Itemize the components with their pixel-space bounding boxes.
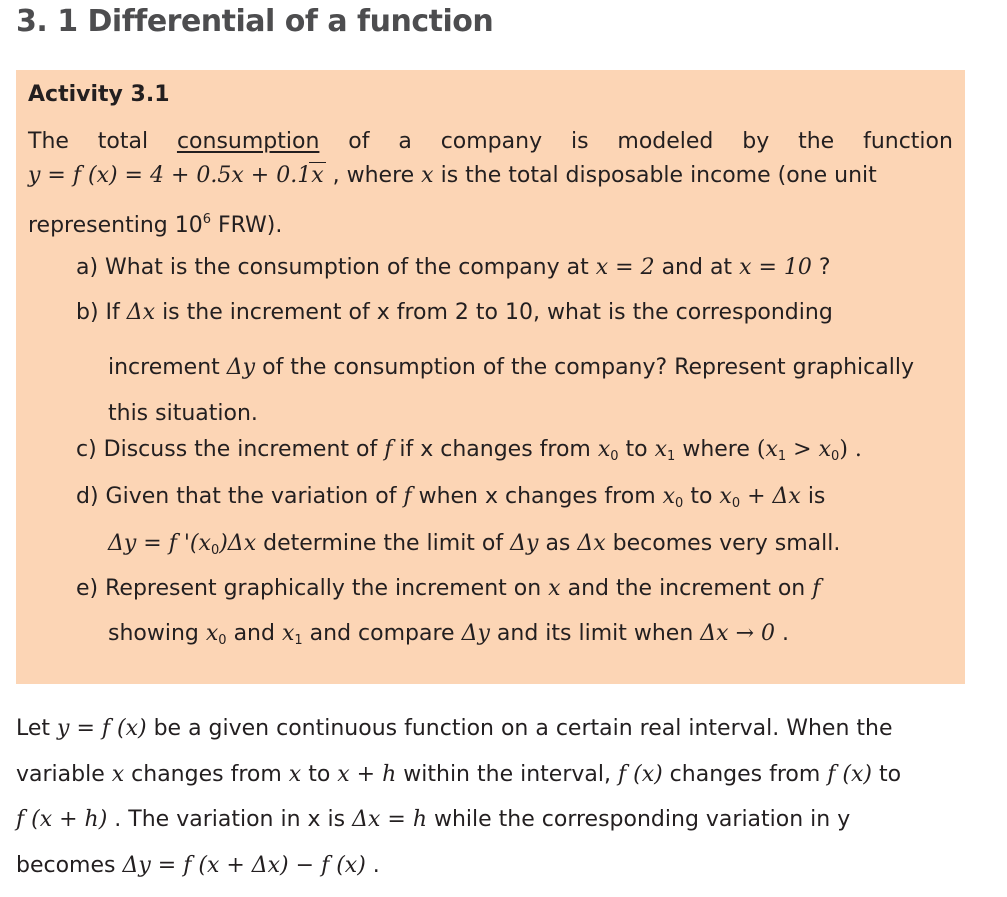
math-var: x (281, 621, 295, 646)
math-var: x (198, 531, 211, 556)
text: and the increment on (560, 576, 813, 601)
word: total (97, 129, 149, 154)
math-var: x (205, 621, 219, 646)
text: of the consumption of the company? Represent graphically (255, 355, 914, 380)
text: be a given continuous function on a certain real interval. When the (146, 716, 893, 741)
math: Δy = f '( (108, 531, 199, 556)
math-var: x (818, 437, 832, 462)
body-line-4 (16, 852, 380, 880)
math: > (786, 437, 819, 462)
question-e-line-2 (108, 620, 789, 655)
math-var: f (403, 484, 412, 509)
question-c (76, 436, 862, 471)
text: and its limit when (489, 621, 701, 646)
text: . (365, 853, 380, 878)
question-b-line-1 (76, 299, 833, 327)
math-var: f (384, 437, 393, 462)
text: a) What is the consumption of the company at (76, 255, 596, 280)
subscript: 1 (667, 449, 676, 464)
word: company (440, 129, 543, 154)
math-var: x (662, 484, 676, 509)
question-b-line-2 (108, 354, 914, 382)
word: consumption (176, 129, 320, 154)
math-var: x (765, 437, 778, 462)
activity-title: Activity 3.1 (28, 82, 170, 107)
math: )Δx (219, 531, 257, 556)
math: f (x) (617, 762, 663, 787)
word: is (570, 129, 589, 154)
math-var: f (812, 576, 821, 601)
exponent: 6 (202, 212, 212, 227)
question-d-line-1 (76, 483, 825, 518)
body-line-1 (16, 715, 893, 743)
word: function (863, 129, 953, 154)
math: Δy (226, 355, 256, 380)
word: of (348, 129, 370, 154)
text: representing 10 (28, 213, 203, 238)
text: and at (654, 255, 740, 280)
math-var: x (719, 484, 732, 509)
text: c) Discuss the increment of (76, 437, 385, 462)
subscript: 0 (675, 496, 684, 511)
question-b-line-3 (108, 400, 258, 428)
text: showing (108, 621, 206, 646)
question-d-line-2 (108, 530, 840, 565)
text: , where (325, 163, 422, 188)
math: Δx (126, 300, 156, 325)
text: becomes very small. (605, 531, 841, 556)
math: + Δx (740, 484, 801, 509)
math: x = 2 (595, 255, 655, 280)
body-line-3 (16, 806, 850, 834)
text: to (872, 762, 902, 787)
math: Δx (577, 531, 606, 556)
math: f (x) (827, 762, 873, 787)
text: determine the limit of (256, 531, 511, 556)
math: Δx = h (352, 807, 427, 832)
word: by (742, 129, 770, 154)
text: while the corresponding variation in y (427, 807, 851, 832)
math-var: x (288, 762, 302, 787)
math: Δy = f (x + Δx) − f (x) (122, 853, 366, 878)
text: . (775, 621, 789, 646)
math: x + h (337, 762, 397, 787)
text: to (618, 437, 655, 462)
sqrt-argument: x (311, 163, 324, 188)
word: The (28, 129, 69, 154)
math: ( (756, 437, 766, 462)
math-var: x (421, 163, 434, 188)
question-e-line-1 (76, 575, 820, 603)
text: this situation. (108, 401, 258, 426)
text: is the total disposable income (one unit (433, 163, 877, 188)
subscript: 0 (218, 633, 227, 648)
text: and (226, 621, 282, 646)
body-line-2 (16, 761, 901, 789)
text: within the interval, (396, 762, 618, 787)
text: as (538, 531, 578, 556)
consumption-formula: y = f (x) = 4 + 0.5x + 0.1 (28, 163, 312, 188)
text: e) Represent graphically the increment on (76, 576, 549, 601)
subscript: 0 (831, 449, 840, 464)
subscript: 0 (610, 449, 619, 464)
word: the (798, 129, 835, 154)
math-var: x (597, 437, 611, 462)
text: ? (811, 255, 831, 280)
text: changes from (124, 762, 289, 787)
text: increment (108, 355, 227, 380)
math: Δx → 0 (700, 621, 775, 646)
math-var: x (111, 762, 125, 787)
text: FRW). (211, 213, 283, 238)
math: y = f (x) (57, 716, 147, 741)
math: Δy (461, 621, 490, 646)
text: changes from (662, 762, 828, 787)
text: to (683, 484, 720, 509)
word: modeled (617, 129, 714, 154)
activity-intro-line-3 (28, 206, 282, 240)
math: ) . (839, 437, 862, 462)
text: variable (16, 762, 112, 787)
subscript: 1 (294, 633, 303, 648)
math-var: x (548, 576, 561, 601)
text: d) Given that the variation of (76, 484, 404, 509)
text: is the increment of x from 2 to 10, what is the corresponding (155, 300, 833, 325)
text: if x changes from (392, 437, 598, 462)
subscript: 0 (731, 496, 741, 511)
text: b) If (76, 300, 127, 325)
subscript: 0 (210, 543, 220, 558)
text: and compare (302, 621, 462, 646)
word: a (398, 129, 412, 154)
text: when x changes from (411, 484, 663, 509)
text: is (800, 484, 826, 509)
text: Let (16, 716, 58, 741)
section-title: 3. 1 Differential of a function (16, 4, 494, 39)
activity-intro-line-1 (28, 128, 953, 156)
activity-box (16, 70, 965, 684)
math-var: x (654, 437, 668, 462)
math: f (x + h) (16, 807, 108, 832)
text: to (301, 762, 338, 787)
text: where (675, 437, 757, 462)
subscript: 1 (777, 449, 787, 464)
text: becomes (16, 853, 123, 878)
activity-intro-line-2 (28, 162, 877, 190)
math: Δy (510, 531, 539, 556)
text: . The variation in x is (107, 807, 353, 832)
question-a (76, 254, 831, 282)
math: x = 10 (739, 255, 812, 280)
